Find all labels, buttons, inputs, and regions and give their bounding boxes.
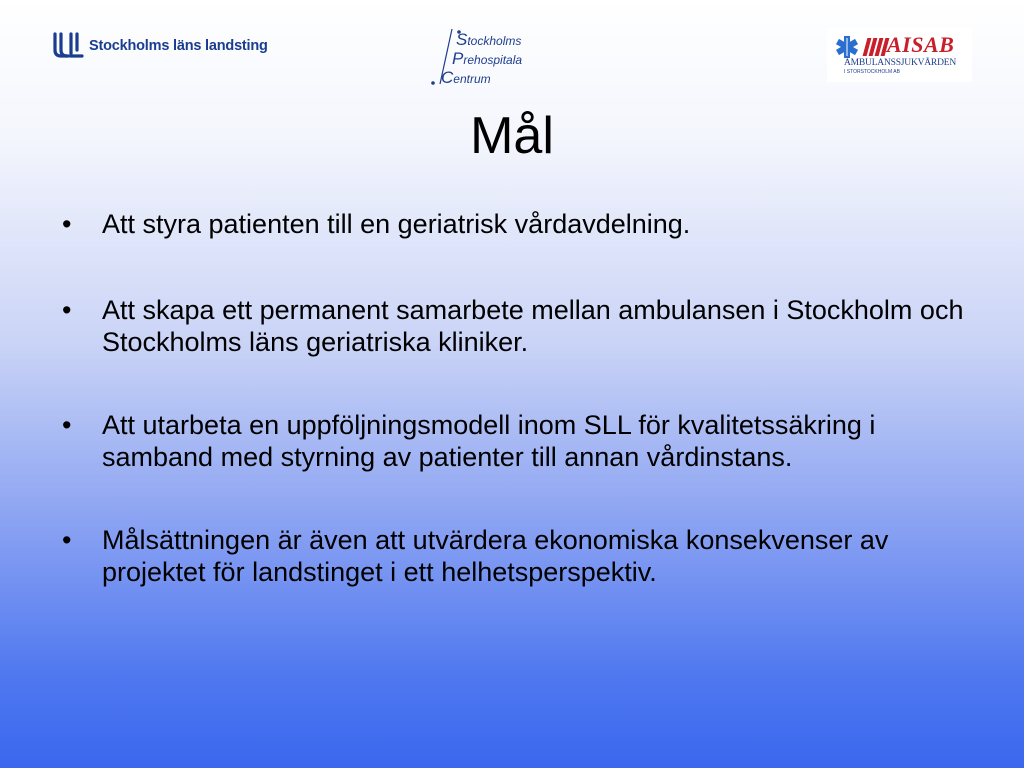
sll-logo-text: Stockholms läns landsting [89,38,268,54]
bullet-marker: • [62,209,72,239]
bullet-item [62,524,982,588]
star-of-life-icon [834,35,860,59]
bullet-text: Att skapa ett permanent samarbete mellan ambulansen i Stockholm och Stockholms läns geriatriska kliniker. [102,295,964,357]
bullet-item [62,294,982,358]
spc-line-1: Stockholms [456,30,522,49]
bullet-marker: • [62,410,72,440]
bullet-item [62,208,982,240]
bullet-text: Målsättningen är även att utvärdera ekonomiska konsekvenser av projektet för landstinget i ett helhetsperspektiv. [102,525,889,587]
aisab-wordmark: AISAB [887,32,955,57]
spc-line-3: Centrum [441,68,491,87]
bullet-text: Att utarbeta en uppföljningsmodell inom SLL för kvalitetssäkring i samband med styrning av patienter till annan vårdinstans. [102,410,876,472]
sll-logo [52,30,268,62]
aisab-subtitle: AMBULANSSJUKVÅRDEN [844,58,956,68]
slide-title: Mål [470,107,554,165]
sll-logo-icon [52,32,84,60]
spc-logo [428,26,558,88]
spc-line-2: Prehospitala [452,49,523,68]
aisab-logo [827,28,972,82]
aisab-bars-icon [865,38,887,56]
bullet-marker: • [62,295,72,325]
aisab-subtitle-small: I STORSTOCKHOLM AB [844,69,900,75]
bullet-text: Att styra patienten till en geriatrisk vårdavdelning. [102,209,691,239]
bullet-list [62,208,982,588]
bullet-marker: • [62,525,72,555]
bullet-item [62,409,982,473]
